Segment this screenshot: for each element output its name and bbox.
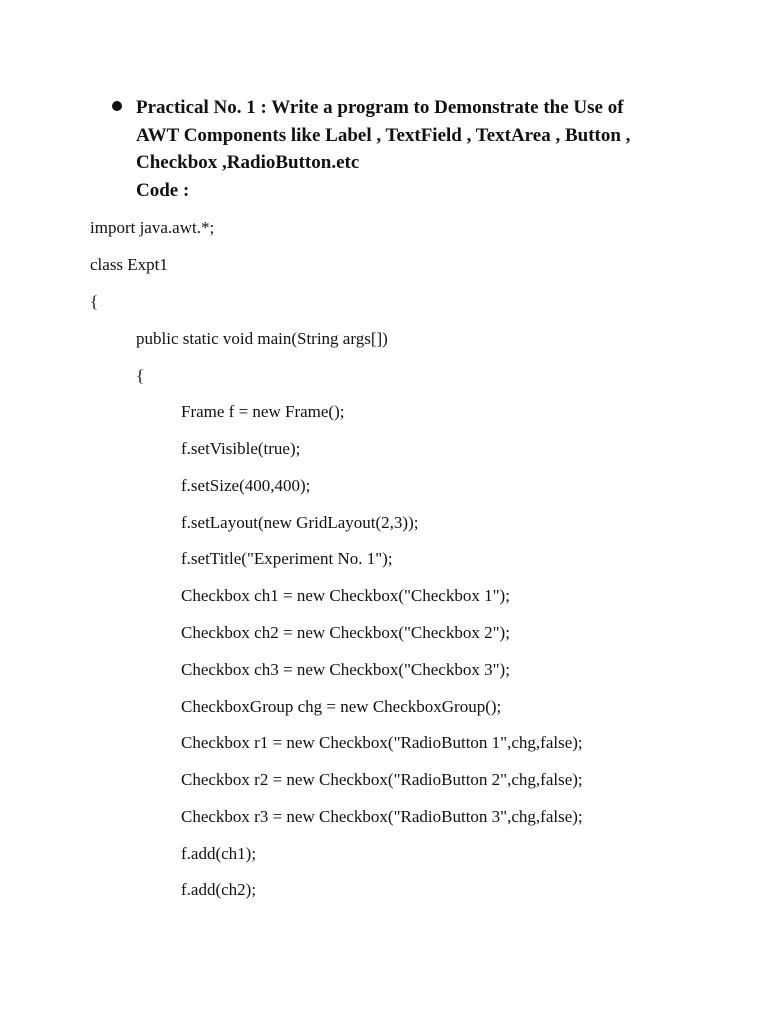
code-line: Checkbox r3 = new Checkbox("RadioButton 3",chg,false); <box>181 807 583 826</box>
code-line: f.add(ch1); <box>181 844 257 863</box>
code-line: { <box>90 292 99 311</box>
code-label: Code : <box>136 179 190 201</box>
code-line: { <box>136 366 145 385</box>
code-line: f.add(ch2); <box>181 880 257 899</box>
code-line: f.setSize(400,400); <box>181 476 311 495</box>
code-line: Frame f = new Frame(); <box>181 402 345 421</box>
code-line: Checkbox ch3 = new Checkbox("Checkbox 3"); <box>181 660 510 679</box>
code-line: Checkbox ch2 = new Checkbox("Checkbox 2"); <box>181 623 510 642</box>
code-line: Checkbox ch1 = new Checkbox("Checkbox 1"); <box>181 586 510 605</box>
heading-line: Checkbox ,RadioButton.etc <box>136 152 360 173</box>
heading-line: Practical No. 1 : Write a program to Demonstrate the Use of <box>136 97 624 118</box>
code-line: f.setVisible(true); <box>181 439 301 458</box>
heading-line: AWT Components like Label , TextField , TextArea , Button , <box>136 124 631 146</box>
code-line: Checkbox r1 = new Checkbox("RadioButton 1",chg,false); <box>181 733 583 752</box>
code-line: class Expt1 <box>90 255 168 274</box>
practical-heading <box>136 94 736 204</box>
code-line: Checkbox r2 = new Checkbox("RadioButton 2",chg,false); <box>181 770 583 789</box>
code-line: CheckboxGroup chg = new CheckboxGroup(); <box>181 697 502 716</box>
code-line: f.setTitle("Experiment No. 1"); <box>181 549 393 568</box>
code-line: import java.awt.*; <box>90 218 215 237</box>
code-line: f.setLayout(new GridLayout(2,3)); <box>181 513 419 532</box>
bullet-dot-icon <box>112 101 122 111</box>
code-line: public static void main(String args[]) <box>136 329 388 348</box>
